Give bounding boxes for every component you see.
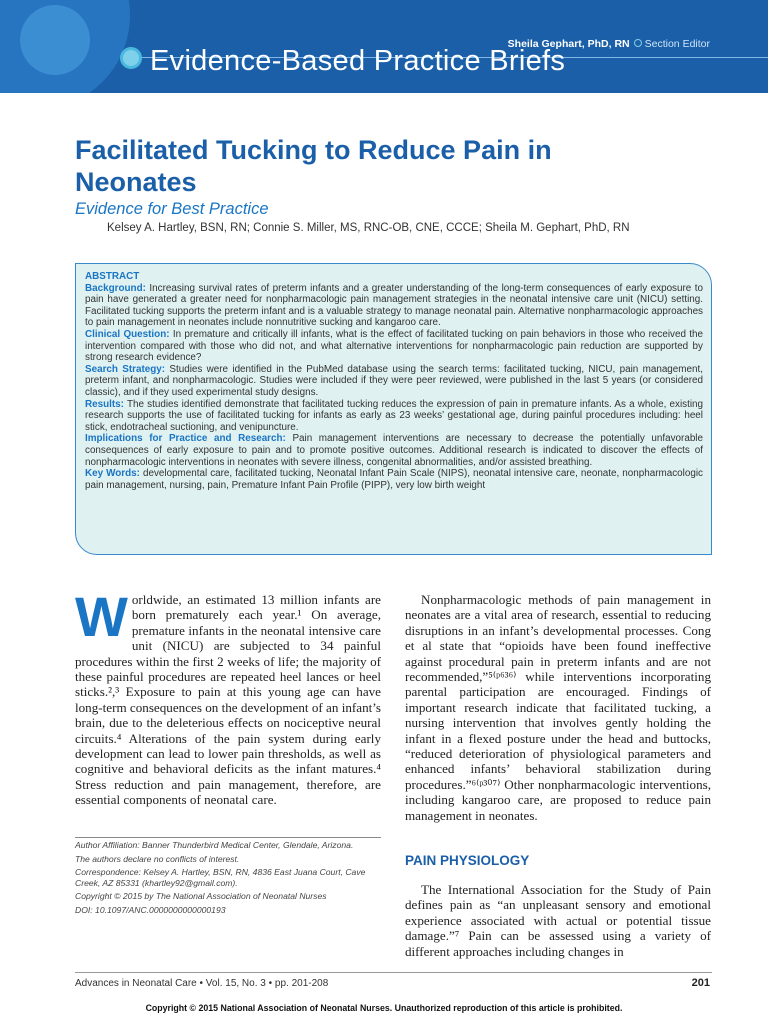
abstract-heading: Search Strategy: xyxy=(85,363,166,375)
author-footnotes xyxy=(75,840,381,919)
banner-decoration xyxy=(20,5,90,75)
abstract-section xyxy=(85,364,703,399)
abstract-text: The studies identified demonstrate that facilitated tucking reduces the expression of pain in premature infants. As a whole, existing research supports the use of facilitated tucking for infants as early as 23 weeks’ gestational age, during painful procedures including: heel stick, endotracheal suctioning, and venipuncture. xyxy=(85,398,703,433)
journal-citation: Advances in Neonatal Care • Vol. 15, No. 3 • pp. 201-208 xyxy=(75,978,329,989)
section-title: Evidence-Based Practice Briefs xyxy=(150,45,566,77)
article-title: Facilitated Tucking to Reduce Pain in Neonates xyxy=(75,135,552,197)
footer-divider xyxy=(75,972,712,973)
nonpharmacologic-paragraph: Nonpharmacologic methods of pain management in neonates are a vital area of research, essential to reducing disruptions in an infant’s developmental processes. Cong et al state that “opioids have been found ineffective against procedural pain in preterm infants and are not recommended,”⁵⁽ᵖ⁶³⁶⁾ while interventions incorporating parental participation are encouraged. Findings of important research indicate that facilitated tucking, a nursing intervention that involves gently holding the infant in a flexed posture under the head and buttocks, “reduced deterioration of physiological parameters and enhanced infants’ behavioral stabilization during procedures.”⁶⁽ᵖ³⁰⁷⁾ Other nonpharmacologic interventions, including kangaroo care, are proposed to reduce pain management in neonates. xyxy=(405,592,711,823)
banner-bullet-icon xyxy=(120,47,142,69)
abstract-text: Studies were identified in the PubMed database using the search terms: facilitated tucking, NICU, pain management, preterm infant, and nonpharmacologic. Studies were included if they were peer reviewed, were published in the last 5 years (or considered classic), and if they used experimental study designs. xyxy=(85,363,703,398)
section-banner xyxy=(0,0,768,93)
footnote-conflicts: The authors declare no conflicts of interest. xyxy=(75,853,240,864)
intro-paragraph: orldwide, an estimated 13 million infants are born prematurely each year.¹ On average, premature infants in the neonatal intensive care unit (NICU) are subjected to 34 painful procedures within the first 2 weeks of life; the majority of these painful procedures are repeated heel lances or heel sticks.²,³ Exposure to pain at this young age can have long-term consequences on the development of an infant’s brain, due to the deleterious effects on nociceptive neural circuits.⁴ Alterations of the pain system during early development can lead to lower pain thresholds, as well as cognitive and behavioral deficits as the infant matures.⁴ Stress reduction and pain management, therefore, are essential components of neonatal care. xyxy=(75,592,381,808)
pain-physiology-column xyxy=(405,882,711,959)
footnote-correspondence: Correspondence: Kelsey A. Hartley, BSN, RN, 4836 East Juana Court, Cave Creek, AZ 85331 (khartley92@gmail.com). xyxy=(75,867,366,888)
abstract-heading: Background: xyxy=(85,282,146,294)
drop-cap: W xyxy=(75,585,128,648)
footnote-divider xyxy=(75,837,381,838)
abstract-label: ABSTRACT xyxy=(85,271,140,282)
abstract-text: developmental care, facilitated tucking, Neonatal Infant Pain Scale (NIPS), neonatal intensive care, neonate, nonpharmacologic pain management, nursing, pain, Premature Infant Pain Profile (PIPP), very low birth weight xyxy=(85,468,703,491)
section-heading: PAIN PHYSIOLOGY xyxy=(405,853,530,868)
abstract-section xyxy=(85,468,703,491)
ring-icon xyxy=(634,39,642,47)
abstract-section xyxy=(85,433,703,468)
abstract-heading: Key Words: xyxy=(85,468,140,480)
abstract-text: In premature and critically ill infants, what is the effect of facilitated tucking on pain behaviors in those who received the intervention compared with those who did not, and what alternative interventions for nonpharmacologic pain reduction are supported by strong research evidence? xyxy=(85,328,703,364)
article-subtitle: Evidence for Best Practice xyxy=(75,200,269,218)
abstract-heading: Clinical Question: xyxy=(85,328,170,340)
article-authors: Kelsey A. Hartley, BSN, RN; Connie S. Miller, MS, RNC-OB, CNE, CCCE; Sheila M. Gephart, PhD, RN xyxy=(107,222,630,234)
abstract-text: Pain management interventions are necessary to decrease the potentially unfavorable consequences of early exposure to pain and to promote positive outcomes. Additional research is indicated to discover the effects of nonpharmacologic interventions in neonates with severe illness, congenital abnormalities, and/or assisted breathing. xyxy=(85,433,703,468)
abstract-box xyxy=(75,263,712,555)
abstract-heading: Implications for Practice and Research: xyxy=(85,433,286,445)
abstract-text: Increasing survival rates of preterm infants and a greater understanding of the long-term consequences of early exposure to pain have generated a greater need for nonpharmacologic pain management strategies in the neonatal intensive care unit (NICU) setting. Facilitated tucking supports the preterm infant and is a valuable strategy to manage neonatal pain. Alternative nonpharmacologic approaches to pain management in neonates include nonnutritive sucking and kangaroo care. xyxy=(85,282,704,329)
abstract-heading: Results: xyxy=(85,398,124,410)
footnote-doi: DOI: 10.1097/ANC.0000000000000193 xyxy=(75,904,226,915)
footnote-affiliation: Author Affiliation: Banner Thunderbird Medical Center, Glendale, Arizona. xyxy=(75,840,354,850)
footnote-copyright: Copyright © 2015 by The National Association of Neonatal Nurses xyxy=(75,891,327,902)
pain-physiology-paragraph: The International Association for the Study of Pain defines pain as “an unpleasant sensory and emotional experience associated with actual or potential tissue damage.”⁷ Pain can be assessed using a variety of different approaches including changes in xyxy=(405,882,711,959)
body-right-column xyxy=(405,592,711,823)
body-left-column xyxy=(75,585,381,808)
abstract-section xyxy=(85,329,703,364)
editor-role: Section Editor xyxy=(644,38,710,50)
abstract-section xyxy=(85,399,703,434)
copyright-notice: Copyright © 2015 National Association of Neonatal Nurses. Unauthorized reproduction of this article is prohibited. xyxy=(145,1003,623,1013)
page-number: 201 xyxy=(691,977,710,989)
abstract-section xyxy=(85,283,703,329)
editor-name: Sheila Gephart, PhD, RN xyxy=(507,38,630,50)
